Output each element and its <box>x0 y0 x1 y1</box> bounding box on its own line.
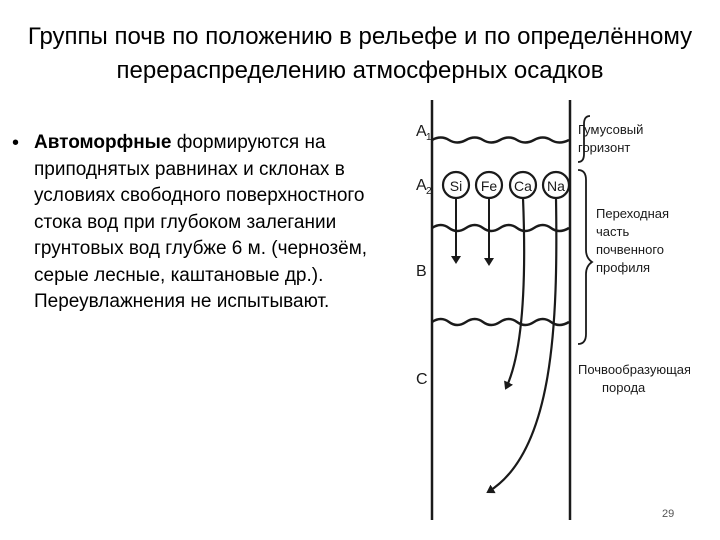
horizon-label-a2 <box>416 177 432 197</box>
svg-text:Гумусовый: Гумусовый <box>578 122 644 137</box>
svg-text:почвенного: почвенного <box>596 242 665 257</box>
element-ca <box>510 172 536 198</box>
label-parent-material <box>578 362 690 395</box>
horizon-label-a1 <box>416 123 432 143</box>
svg-text:Почвообразующая: Почвообразующая <box>578 362 690 377</box>
page-number: 29 <box>662 508 675 520</box>
arrow-na <box>488 198 556 492</box>
boundary-a1-a2 <box>432 138 569 143</box>
label-transition-zone <box>596 206 669 275</box>
svg-text:горизонт: горизонт <box>578 140 631 155</box>
bullet-item <box>34 130 400 316</box>
element-si <box>443 172 469 198</box>
soil-profile-svg <box>398 92 690 524</box>
svg-text:порода: порода <box>602 380 646 395</box>
element-fe <box>476 172 502 198</box>
bracket-transition <box>578 170 592 344</box>
svg-text:Na: Na <box>547 178 565 194</box>
svg-text:2: 2 <box>426 186 432 197</box>
bullet-marker: • <box>12 132 20 154</box>
slide-title <box>0 20 720 88</box>
svg-text:A: A <box>416 123 427 140</box>
element-na <box>543 172 569 198</box>
label-humus-horizon <box>578 122 643 155</box>
title-line-2: перераспределению атмосферных осадков <box>116 57 604 84</box>
soil-profile-diagram <box>398 92 690 524</box>
bullet-list <box>12 130 400 316</box>
bullet-bold-term: Автоморфные <box>34 132 172 153</box>
horizon-label-b: B <box>416 263 427 280</box>
bullet-description: формируются на приподнятых равнинах и склонах в условиях свободного поверхностного стока вод при глубоком залегании грунтовых вод глубже 6 м. (чернозём, серые лесные, каштановые др.). Переувлажнения не испытывают. <box>34 132 368 312</box>
svg-text:часть: часть <box>596 224 630 239</box>
title-line-1: Группы почв по положению в рельефе и по определённому <box>27 23 693 50</box>
horizon-label-c: C <box>416 371 428 388</box>
svg-text:Ca: Ca <box>514 178 532 194</box>
svg-text:1: 1 <box>426 132 432 143</box>
boundary-b-c <box>432 319 569 325</box>
svg-text:Переходная: Переходная <box>596 206 670 221</box>
svg-text:Fe: Fe <box>480 178 498 194</box>
boundary-a2-b <box>432 225 569 231</box>
svg-text:Si: Si <box>449 178 463 194</box>
svg-text:A: A <box>416 177 427 194</box>
svg-text:профиля: профиля <box>596 260 651 275</box>
